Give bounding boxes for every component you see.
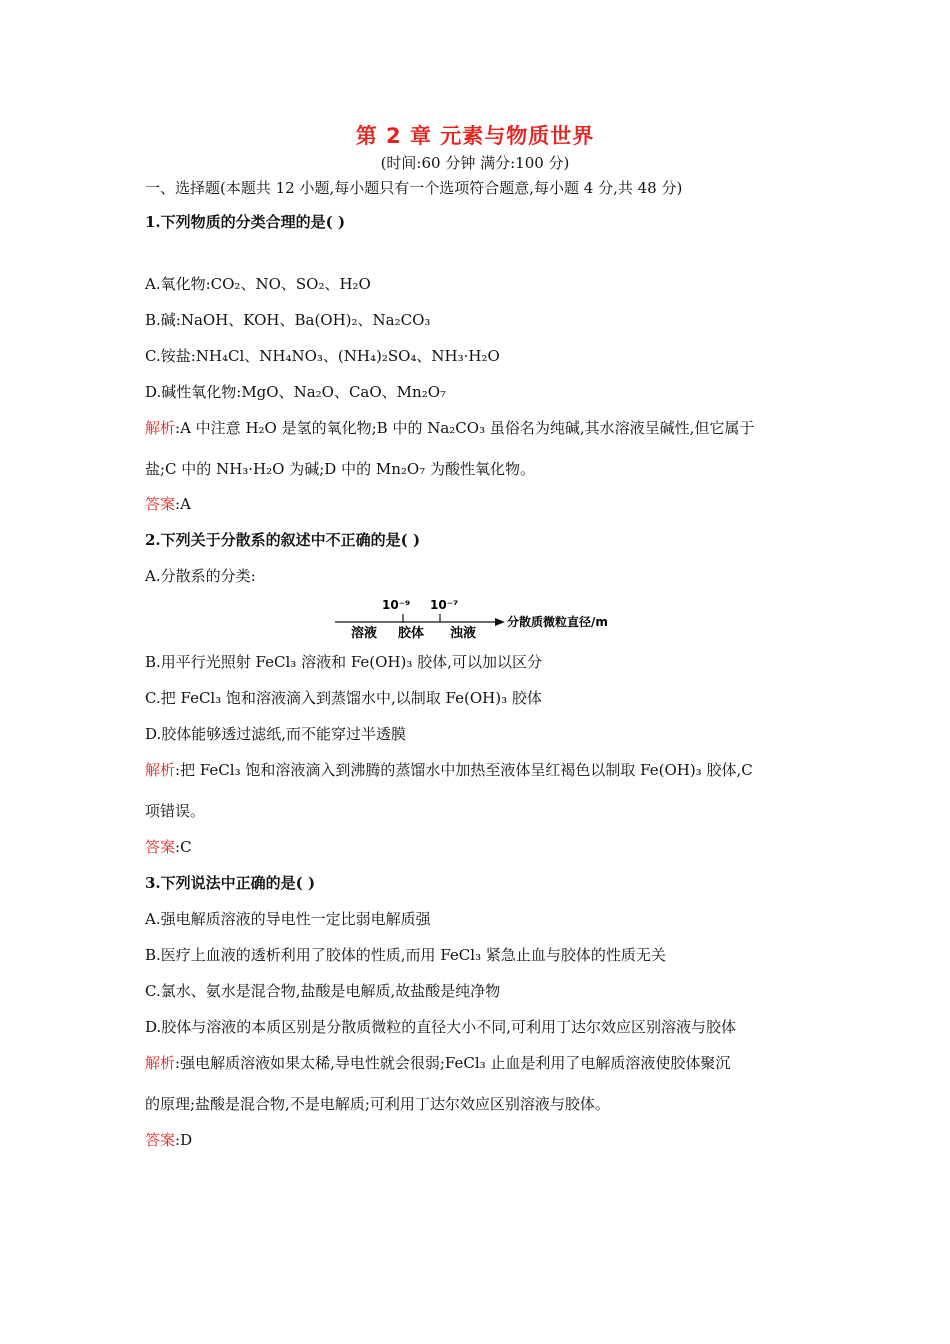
q3-option-c: C.氯水、氨水是混合物,盐酸是电解质,故盐酸是纯净物 — [145, 982, 501, 1000]
q1-answer-label: 答案 — [145, 495, 176, 513]
page-subtitle: (时间:60 分钟 满分:100 分) — [380, 154, 570, 172]
q2-answer-value: :C — [175, 838, 192, 856]
diagram-tick-label-2: 10⁻⁷ — [430, 598, 459, 612]
q1-option-c: C.铵盐:NH₄Cl、NH₄NO₃、(NH₄)₂SO₄、NH₃·H₂O — [145, 347, 500, 365]
q2-analysis-line-2: 项错误。 — [145, 802, 206, 820]
question-3-stem: 3.下列说法中正确的是( ) — [145, 874, 316, 892]
q2-option-a: A.分散系的分类: — [145, 567, 256, 585]
diagram-segment-suspension: 浊液 — [450, 626, 477, 641]
q3-analysis-line-2: 的原理;盐酸是混合物,不是电解质;可利用丁达尔效应区别溶液与胶体。 — [145, 1095, 610, 1113]
q1-answer — [145, 494, 191, 514]
q1-answer-value: :A — [175, 495, 191, 513]
q3-analysis-label: 解析 — [145, 1054, 176, 1072]
q3-analysis-text-1: :强电解质溶液如果太稀,导电性就会很弱;FeCl₃ 止血是利用了电解质溶液使胶体聚沉 — [175, 1054, 731, 1072]
q2-analysis-label: 解析 — [145, 761, 176, 779]
q2-option-d: D.胶体能够透过滤纸,而不能穿过半透膜 — [145, 725, 407, 743]
diagram-segment-colloid: 胶体 — [398, 626, 425, 641]
q3-option-b: B.医疗上血液的透析利用了胶体的性质,而用 FeCl₃ 紧急止血与胶体的性质无关 — [145, 946, 666, 964]
q2-answer-label: 答案 — [145, 838, 176, 856]
question-2-stem: 2.下列关于分散系的叙述中不正确的是( ) — [145, 531, 421, 549]
q1-analysis-text-1: :A 中注意 H₂O 是氢的氧化物;B 中的 Na₂CO₃ 虽俗名为纯碱,其水溶液呈碱性,但它属于 — [175, 419, 755, 437]
q1-analysis-label: 解析 — [145, 419, 176, 437]
q2-analysis-line-1 — [145, 760, 753, 780]
q2-option-b: B.用平行光照射 FeCl₃ 溶液和 Fe(OH)₃ 胶体,可以加以区分 — [145, 653, 542, 671]
diagram-tick-label-1: 10⁻⁹ — [382, 598, 411, 612]
section-heading: 一、选择题(本题共 12 小题,每小题只有一个选项符合题意,每小题 4 分,共 48 分) — [145, 179, 683, 197]
q2-answer — [145, 837, 192, 857]
page-title: 第 2 章 元素与物质世界 — [355, 124, 595, 148]
diagram-axis-label: 分散质微粒直径/m — [507, 615, 608, 629]
q1-analysis-line-2: 盐;C 中的 NH₃·H₂O 为碱;D 中的 Mn₂O₇ 为酸性氧化物。 — [145, 460, 535, 478]
q3-option-a: A.强电解质溶液的导电性一定比弱电解质强 — [145, 910, 431, 928]
dispersion-classification-diagram — [335, 594, 635, 644]
q2-analysis-text-1: :把 FeCl₃ 饱和溶液滴入到沸腾的蒸馏水中加热至液体呈红褐色以制取 Fe(OH)₃ 胶体,C — [175, 761, 753, 779]
diagram-segment-solution: 溶液 — [351, 626, 378, 641]
q1-option-b: B.碱:NaOH、KOH、Ba(OH)₂、Na₂CO₃ — [145, 311, 431, 329]
diagram-axis-arrow — [495, 618, 505, 626]
q3-option-d: D.胶体与溶液的本质区别是分散质微粒的直径大小不同,可利用丁达尔效应区别溶液与胶体 — [145, 1018, 737, 1036]
q3-analysis-line-1 — [145, 1053, 730, 1073]
q1-analysis-line-1 — [145, 418, 754, 438]
q2-option-c: C.把 FeCl₃ 饱和溶液滴入到蒸馏水中,以制取 Fe(OH)₃ 胶体 — [145, 689, 542, 707]
q3-answer — [145, 1130, 192, 1150]
q3-answer-value: :D — [175, 1131, 193, 1149]
q1-option-d: D.碱性氧化物:MgO、Na₂O、CaO、Mn₂O₇ — [145, 383, 447, 401]
q3-answer-label: 答案 — [145, 1131, 176, 1149]
question-1-stem: 1.下列物质的分类合理的是( ) — [145, 213, 346, 231]
q1-option-a: A.氧化物:CO₂、NO、SO₂、H₂O — [145, 275, 371, 293]
